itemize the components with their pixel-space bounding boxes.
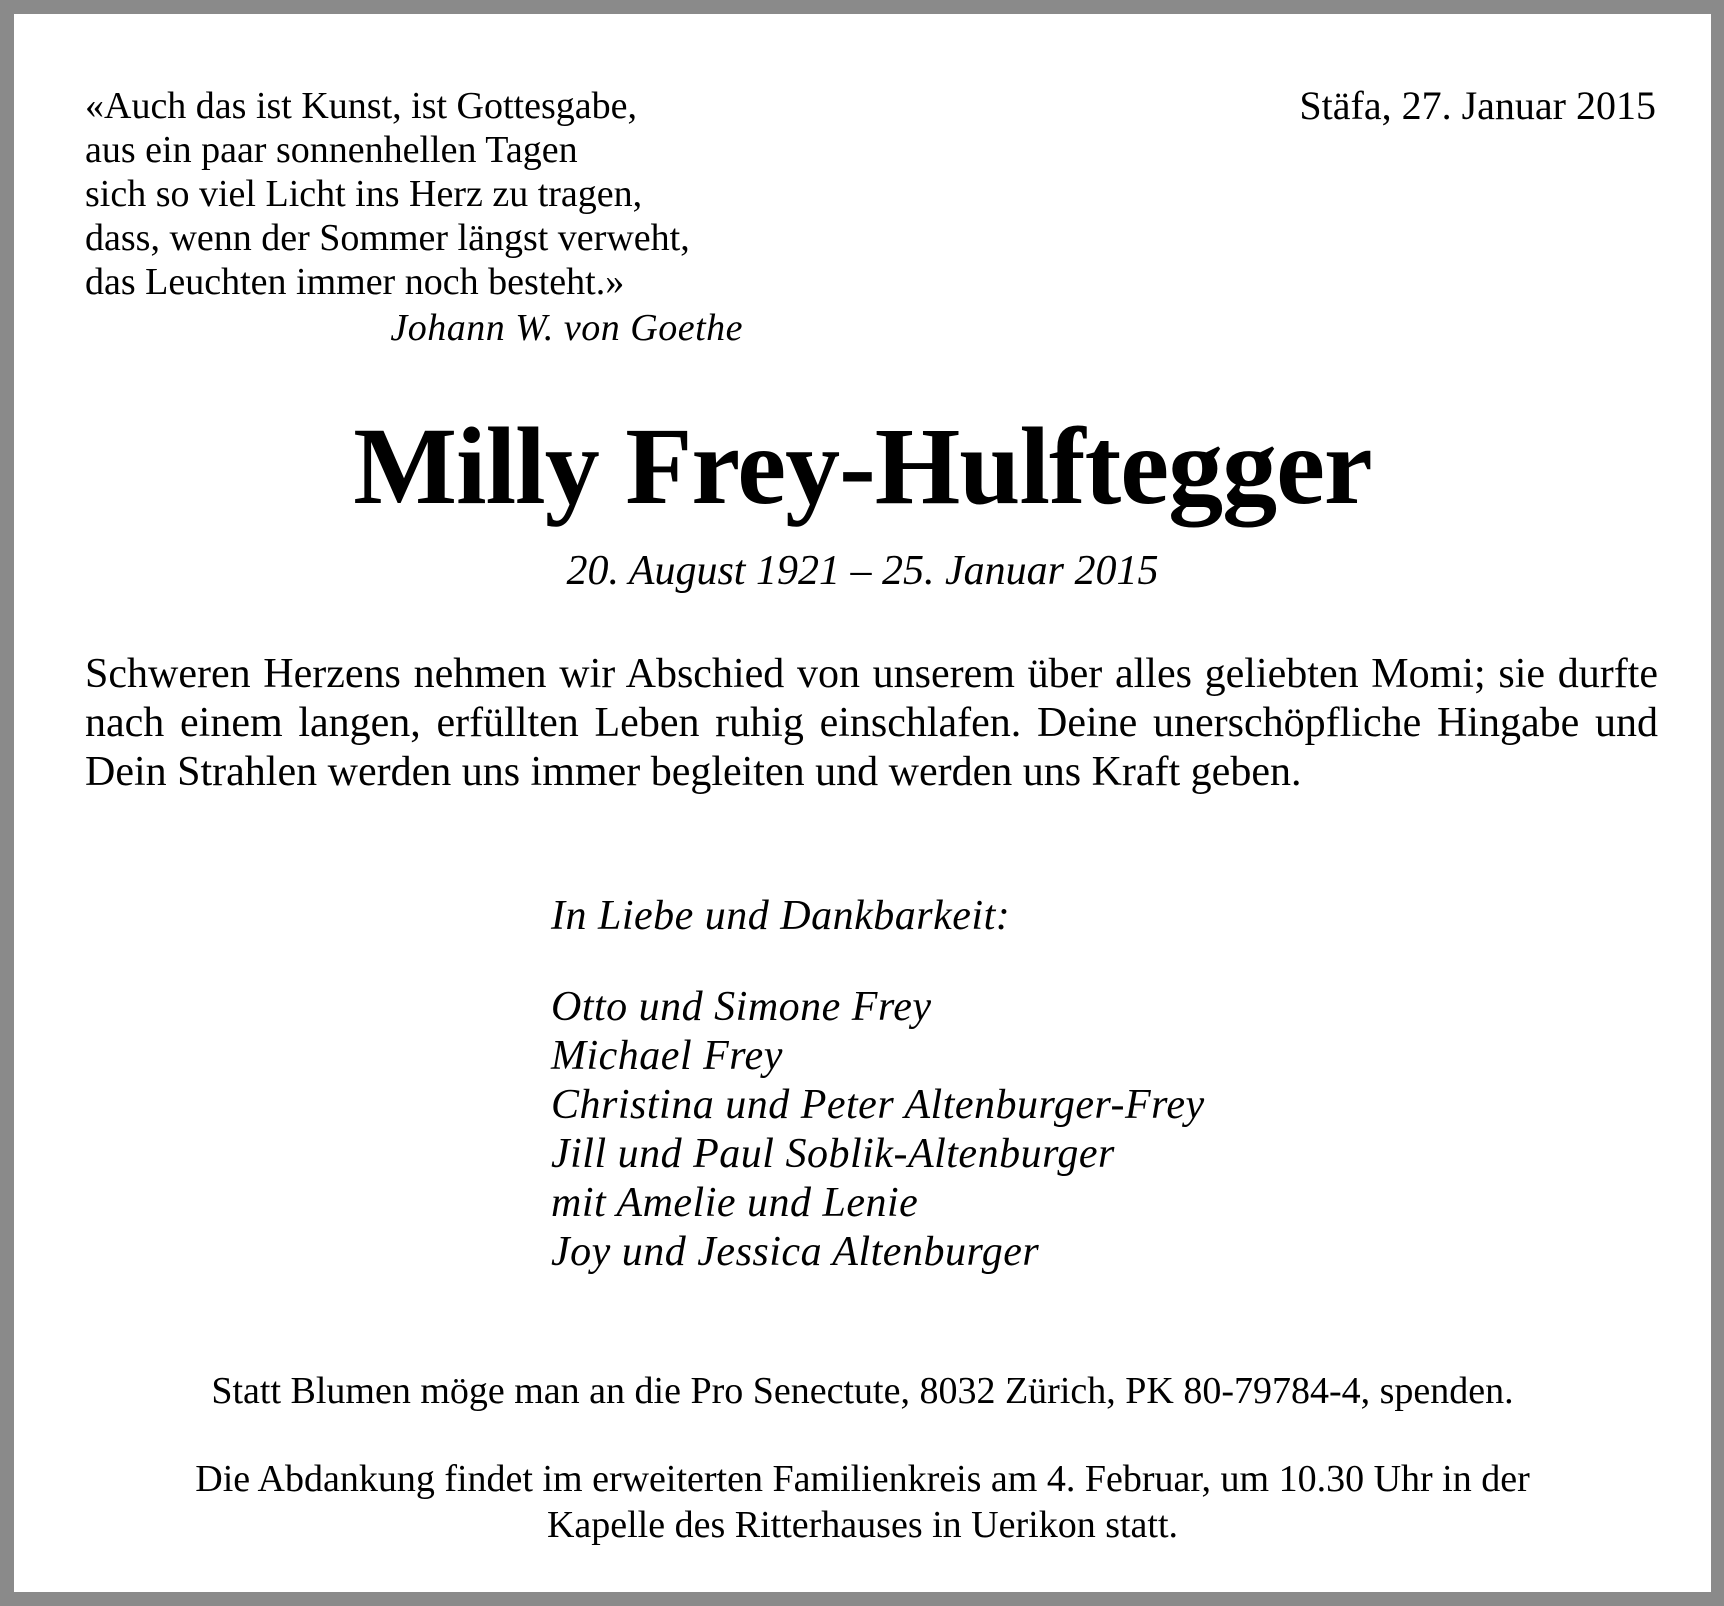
donation-note: Statt Blumen möge man an die Pro Senectute, 8032 Zürich, PK 80-79784-4, spenden. (211, 1370, 1514, 1412)
deceased-name: Milly Frey-Hulftegger (353, 405, 1372, 527)
quote-author: Johann W. von Goethe (390, 307, 743, 349)
obituary-notice (14, 14, 1711, 1592)
quote-line: das Leuchten immer noch besteht.» (85, 261, 625, 303)
family-member: Christina und Peter Altenburger-Frey (551, 1082, 1205, 1128)
quote-line: aus ein paar sonnenhellen Tagen (85, 129, 578, 171)
family-member: Michael Frey (551, 1033, 783, 1079)
family-intro: In Liebe und Dankbarkeit: (551, 893, 1011, 939)
ceremony-line: Die Abdankung findet im erweiterten Familienkreis am 4. Februar, um 10.30 Uhr in der (195, 1458, 1530, 1500)
quote-line: sich so viel Licht ins Herz zu tragen, (85, 173, 643, 215)
quote-line: «Auch das ist Kunst, ist Gottesgabe, (85, 85, 638, 127)
farewell-text: Schweren Herzens nehmen wir Abschied von unserem über alles geliebten Momi; sie durfte nach einem langen, erfüllten Leben ruhig einschlafen. Deine unerschöpfliche Hingabe und Dein Strahlen werden uns immer begleiten und werden uns Kraft geben. (85, 651, 1658, 795)
family-signatures (551, 892, 1205, 1277)
family-member: Jill und Paul Soblik-Altenburger (551, 1131, 1115, 1177)
ceremony-line: Kapelle des Ritterhauses in Uerikon statt. (546, 1504, 1179, 1546)
poem-quote (85, 84, 765, 350)
family-member: mit Amelie und Lenie (551, 1180, 919, 1226)
family-member: Joy und Jessica Altenburger (551, 1229, 1040, 1275)
family-member: Otto und Simone Frey (551, 984, 932, 1030)
quote-line: dass, wenn der Sommer längst verweht, (85, 217, 690, 259)
life-dates: 20. August 1921 – 25. Januar 2015 (566, 548, 1159, 594)
ceremony-note (14, 1456, 1711, 1548)
place-and-date: Stäfa, 27. Januar 2015 (1299, 83, 1656, 128)
